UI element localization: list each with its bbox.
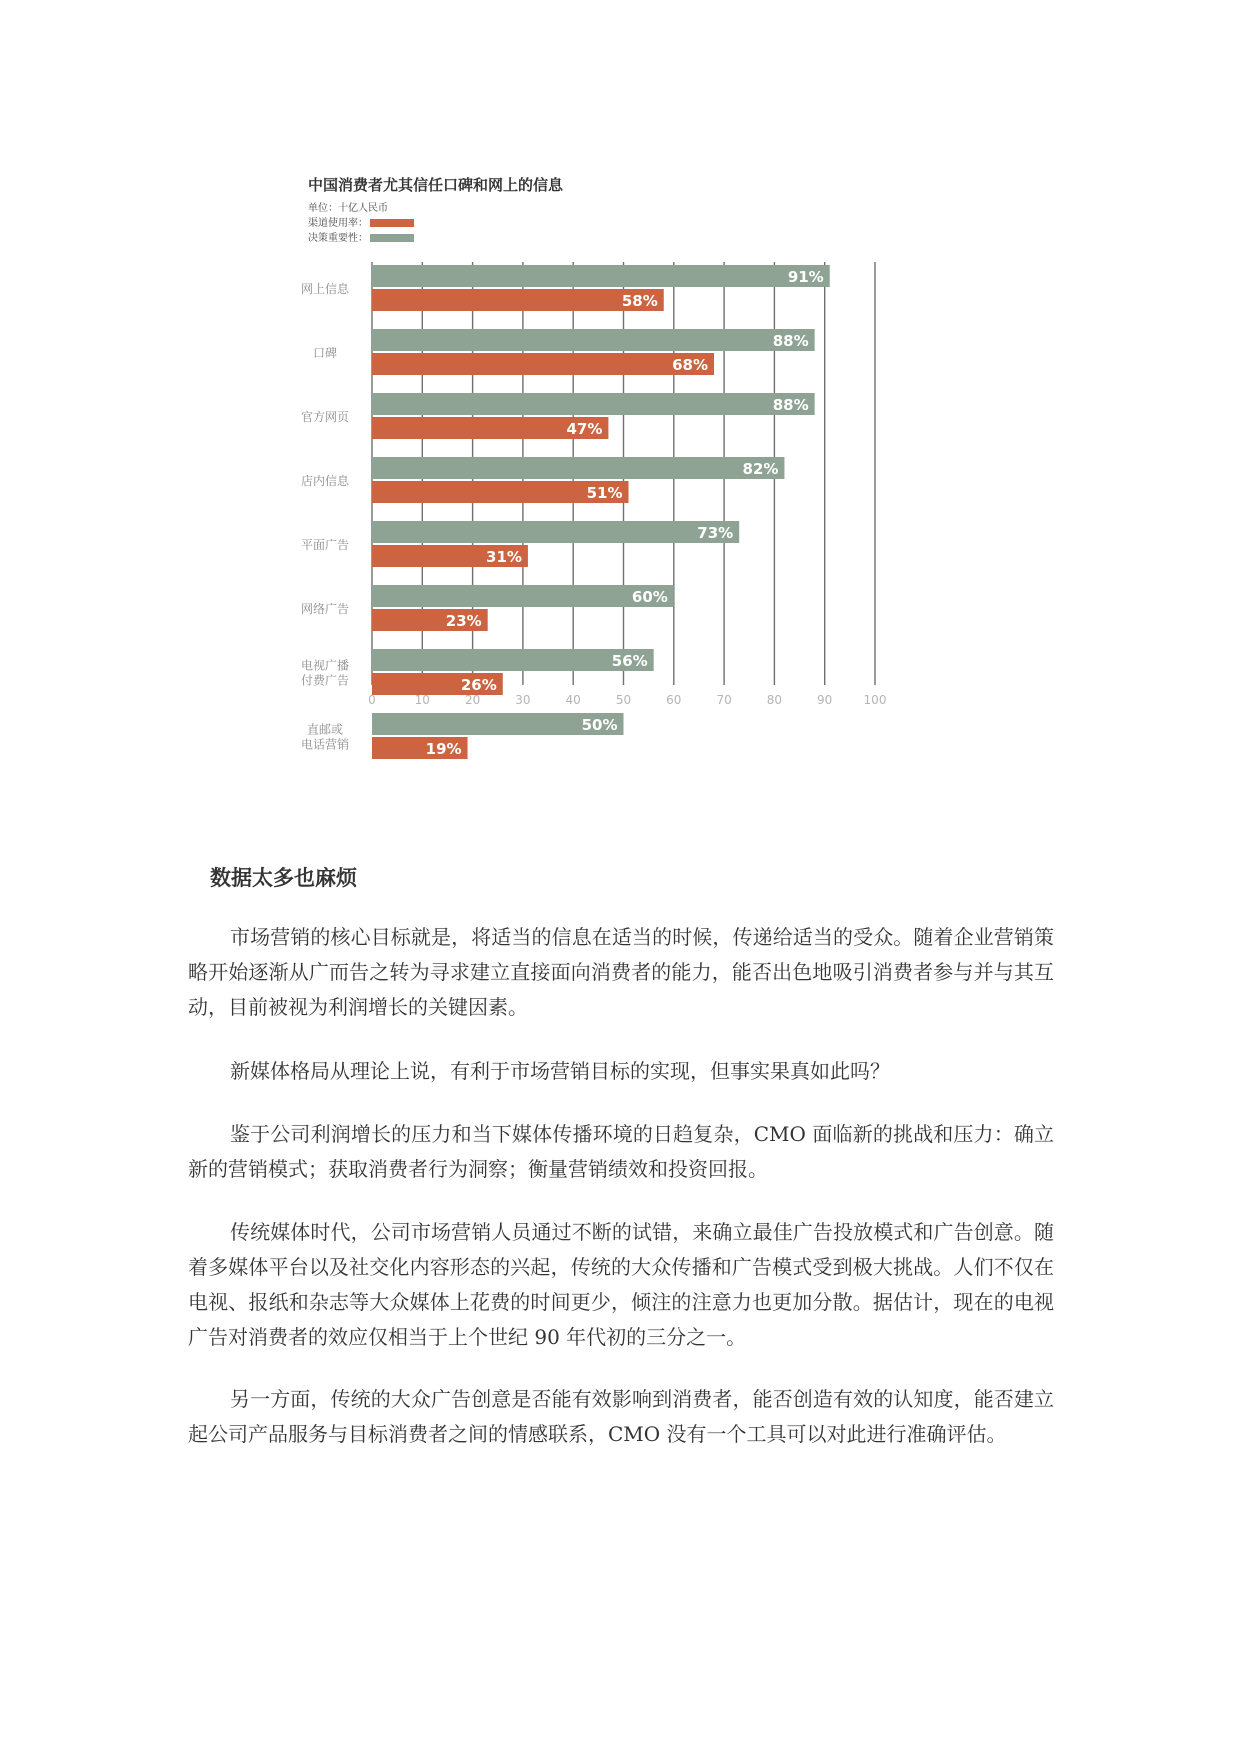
paragraph-1: 市场营销的核心目标就是，将适当的信息在适当的时候，传递给适当的受众。随着企业营销策略开始逐渐从广而告之转为寻求建立直接面向消费者的能力，能否出色地吸引消费者参与并与其互动，目前被视为利润增长的关键因素。	[188, 925, 1054, 1019]
x-axis-ticks	[368, 693, 886, 707]
bar	[372, 585, 674, 607]
bar	[372, 329, 815, 351]
data-label: 47%	[566, 420, 603, 438]
data-label: 68%	[672, 356, 709, 374]
data-label: 19%	[425, 740, 462, 758]
x-tick-label: 50	[615, 693, 632, 707]
bar	[372, 457, 784, 479]
data-label: 50%	[581, 716, 618, 734]
category-label: 直邮或	[306, 722, 344, 737]
data-label: 23%	[445, 612, 482, 630]
x-tick-label: 10	[414, 693, 430, 707]
category-label: 口碑	[312, 346, 338, 360]
chart-unit-note: 单位：十亿人民币	[308, 203, 388, 214]
data-label: 26%	[460, 676, 497, 694]
category-label: 店内信息	[300, 474, 350, 488]
data-label: 88%	[772, 332, 809, 350]
category-labels	[301, 281, 350, 752]
x-tick-label: 80	[766, 693, 783, 707]
x-tick-label: 20	[464, 693, 481, 707]
data-label: 56%	[611, 652, 648, 670]
x-tick-label: 0	[368, 693, 376, 707]
section-heading: 数据太多也麻烦	[210, 866, 357, 890]
data-label: 88%	[772, 396, 809, 414]
category-label: 电话营销	[300, 737, 350, 752]
data-label: 58%	[621, 292, 658, 310]
paragraph-2: 新媒体格局从理论上说，有利于市场营销目标的实现，但事实果真如此吗？	[230, 1059, 890, 1083]
category-label: 付费广告	[300, 673, 350, 688]
x-tick-label: 40	[565, 693, 581, 707]
category-label: 官方网页	[300, 410, 350, 424]
x-tick-label: 60	[666, 693, 682, 707]
bar	[372, 265, 830, 287]
x-tick-label: 100	[863, 693, 887, 707]
bar	[372, 353, 714, 375]
legend-label-usage: 渠道使用率：	[308, 218, 368, 229]
chart-bars	[372, 265, 833, 759]
data-label: 31%	[486, 548, 522, 566]
legend-label-importance: 决策重要性：	[308, 233, 368, 244]
chart-title: 中国消费者尤其信任口碑和网上的信息	[308, 176, 564, 194]
category-label: 网络广告	[300, 602, 350, 616]
legend-swatch-importance	[370, 234, 414, 242]
category-label: 平面广告	[300, 538, 350, 552]
paragraph-3: 鉴于公司利润增长的压力和当下媒体传播环境的日趋复杂，CMO 面临新的挑战和压力：确立新的营销模式；获取消费者行为洞察；衡量营销绩效和投资回报。	[188, 1122, 1054, 1181]
category-label: 网上信息	[300, 282, 350, 296]
paragraph-4: 传统媒体时代，公司市场营销人员通过不断的试错，来确立最佳广告投放模式和广告创意。随着多媒体平台以及社交化内容形态的兴起，传统的大众传播和广告模式受到极大挑战。人们不仅在电视、报纸和杂志等大众媒体上花费的时间更少，倾注的注意力也更加分散。据估计，现在的电视广告对消费者的效应仅相当于上个世纪 90 年代初的三分之一。	[188, 1220, 1054, 1349]
category-label: 电视广播	[300, 658, 350, 673]
bar	[372, 289, 664, 311]
bar	[372, 521, 739, 543]
data-label: 60%	[631, 588, 668, 606]
bar	[372, 393, 815, 415]
data-label: 73%	[697, 524, 734, 542]
x-tick-label: 90	[817, 693, 833, 707]
data-label: 91%	[787, 268, 824, 286]
x-tick-label: 70	[716, 693, 732, 707]
bar-chart	[280, 165, 960, 805]
data-label: 82%	[742, 460, 779, 478]
x-tick-label: 30	[515, 693, 531, 707]
data-label: 51%	[586, 484, 623, 502]
legend-swatch-usage	[370, 219, 414, 227]
paragraph-5: 另一方面，传统的大众广告创意是否能有效影响到消费者，能否创造有效的认知度，能否建立起公司产品服务与目标消费者之间的情感联系，CMO 没有一个工具可以对此进行准确评估。	[188, 1387, 1054, 1446]
